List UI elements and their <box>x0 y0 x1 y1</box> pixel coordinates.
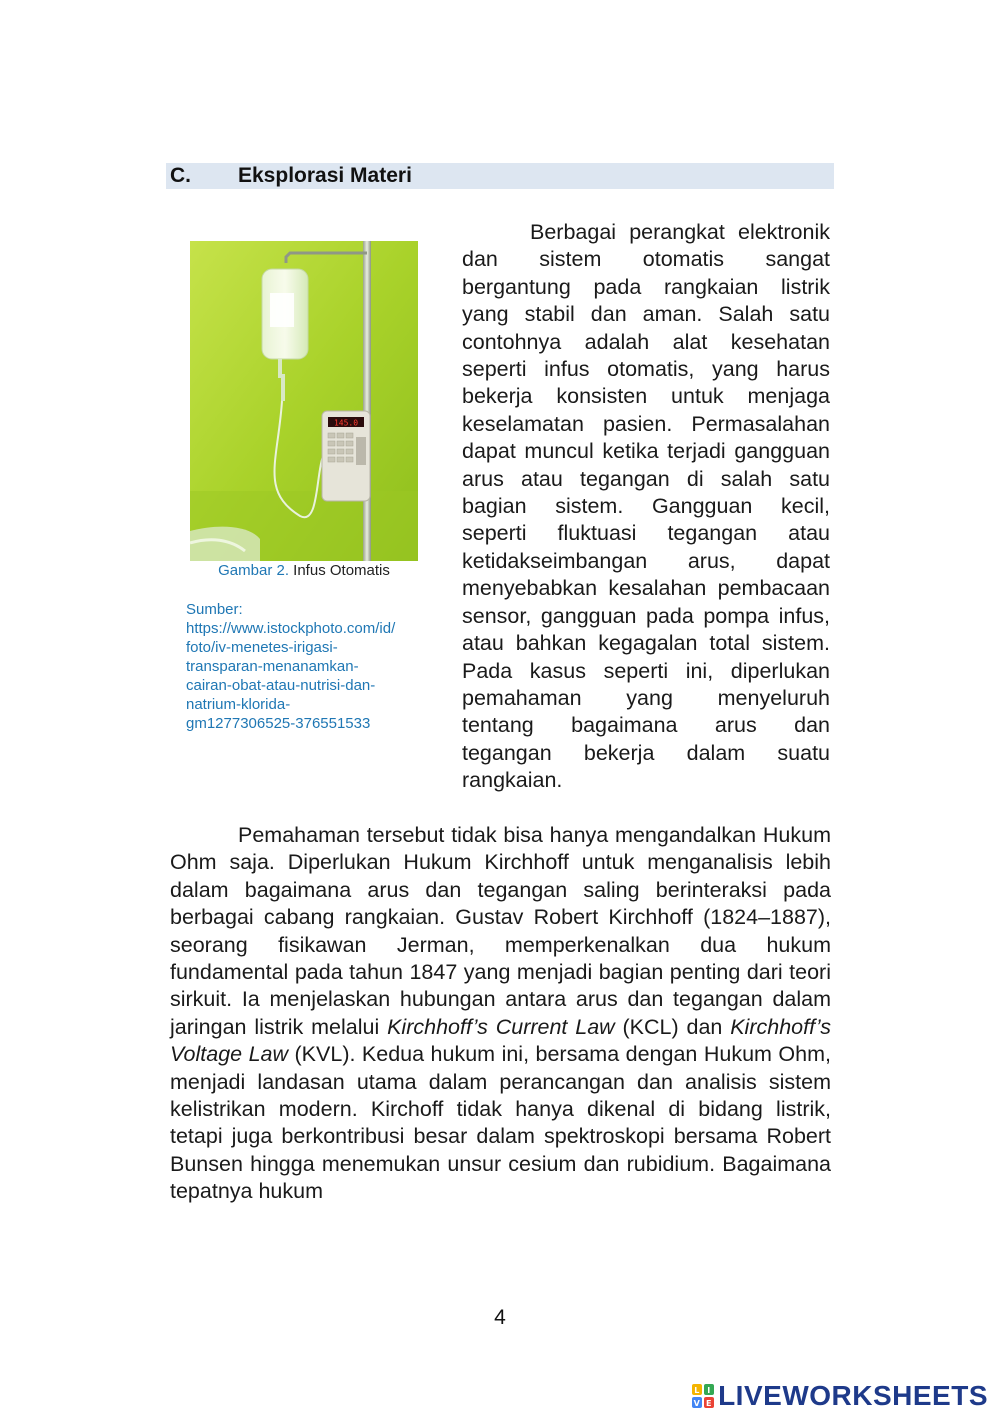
section-letter: C. <box>170 164 191 187</box>
paragraph-text-part1: Pemahaman tersebut tidak bisa hanya mengandalkan Hukum Ohm saja. Diperlukan Hukum Kirchhoff untuk menganalisis lebih dalam bagaimana arus dan tegangan saling berinteraksi pada berbagai cabang rangkaian. Gustav Robert Kirchhoff (1824–1887), seorang fisikawan Jerman, memperkenalkan dua hukum fundamental pada tahun 1847 yang menjadi bagian penting dari teori sirkuit. Ia menjelaskan hubungan antara arus dan tegangan dalam jaringan listrik melalui <box>170 823 831 1039</box>
source-line: cairan-obat-atau-nutrisi-dan- <box>186 677 376 694</box>
section-title: Eksplorasi Materi <box>238 164 412 187</box>
brand-name: LIVEWORKSHEETS <box>718 1380 988 1411</box>
paragraph-intro <box>462 219 830 795</box>
paragraph-text-part3: (KVL). Kedua hukum ini, bersama dengan Hukum Ohm, menjadi landasan utama dalam perancangan dan analisis sistem kelistrikan modern. Kirchoff tidak hanya dikenal di bidang listrik, tetapi juga berkontribusi besar dalam spektroskopi bersama Robert Bunsen hingga menemukan unsur cesium dan rubidium. Bagaimana tepatnya hukum <box>170 1042 831 1204</box>
paragraph-intro-text: Berbagai perangkat elektronik dan sistem otomatis sangat bergantung pada rangkaian listrik yang stabil dan aman. Salah satu contohnya adalah alat kesehatan seperti infus otomatis, yang harus bekerja konsisten untuk menjaga keselamatan pasien. Permasalahan dapat muncul ketika terjadi gangguan arus atau tegangan di salah satu bagian sistem. Gangguan kecil, seperti fluktuasi tegangan atau ketidakseimbangan arus, dapat menyebabkan kesalahan pembacaan sensor, gangguan pada pompa infus, atau bahkan kegagalan total sistem. Pada kasus seperti ini, diperlukan pemahaman yang menyeluruh tentang bagaimana arus dan tegangan bekerja dalam suatu rangkaian. <box>462 220 830 793</box>
source-line: natrium-klorida- <box>186 696 291 713</box>
svg-text:E: E <box>706 1399 713 1408</box>
svg-text:I: I <box>707 1386 711 1395</box>
paragraph-kirchhoff <box>170 822 831 1206</box>
pump-display-reading: 145.0 <box>333 418 359 428</box>
svg-text:L: L <box>694 1386 700 1395</box>
kcl-term: Kirchhoff’s Current Law <box>387 1014 615 1039</box>
figure-caption <box>186 562 422 579</box>
liveworksheets-logo-icon <box>692 1384 714 1408</box>
svg-text:V: V <box>693 1399 701 1408</box>
page-number: 4 <box>494 1306 506 1329</box>
liveworksheets-brand[interactable] <box>692 1380 988 1412</box>
kvl-term: Kirchhoff’s Voltage Law <box>170 1014 831 1067</box>
source-line: transparan-menanamkan- <box>186 658 359 675</box>
source-line: gm1277306525-376551533 <box>186 715 371 732</box>
iv-infusion-photo <box>190 241 418 561</box>
figure-caption-text: Infus Otomatis <box>293 562 390 579</box>
source-line: Sumber: <box>186 601 243 618</box>
source-line: https://www.istockphoto.com/id/ <box>186 620 396 637</box>
figure-source <box>186 600 426 733</box>
section-header <box>166 163 834 189</box>
bed-rail <box>190 527 260 561</box>
source-line: foto/iv-menetes-irigasi- <box>186 639 338 656</box>
figure-caption-label: Gambar 2. <box>218 562 289 579</box>
paragraph-text-part2: (KCL) dan <box>614 1014 731 1039</box>
iv-pole <box>363 241 371 561</box>
